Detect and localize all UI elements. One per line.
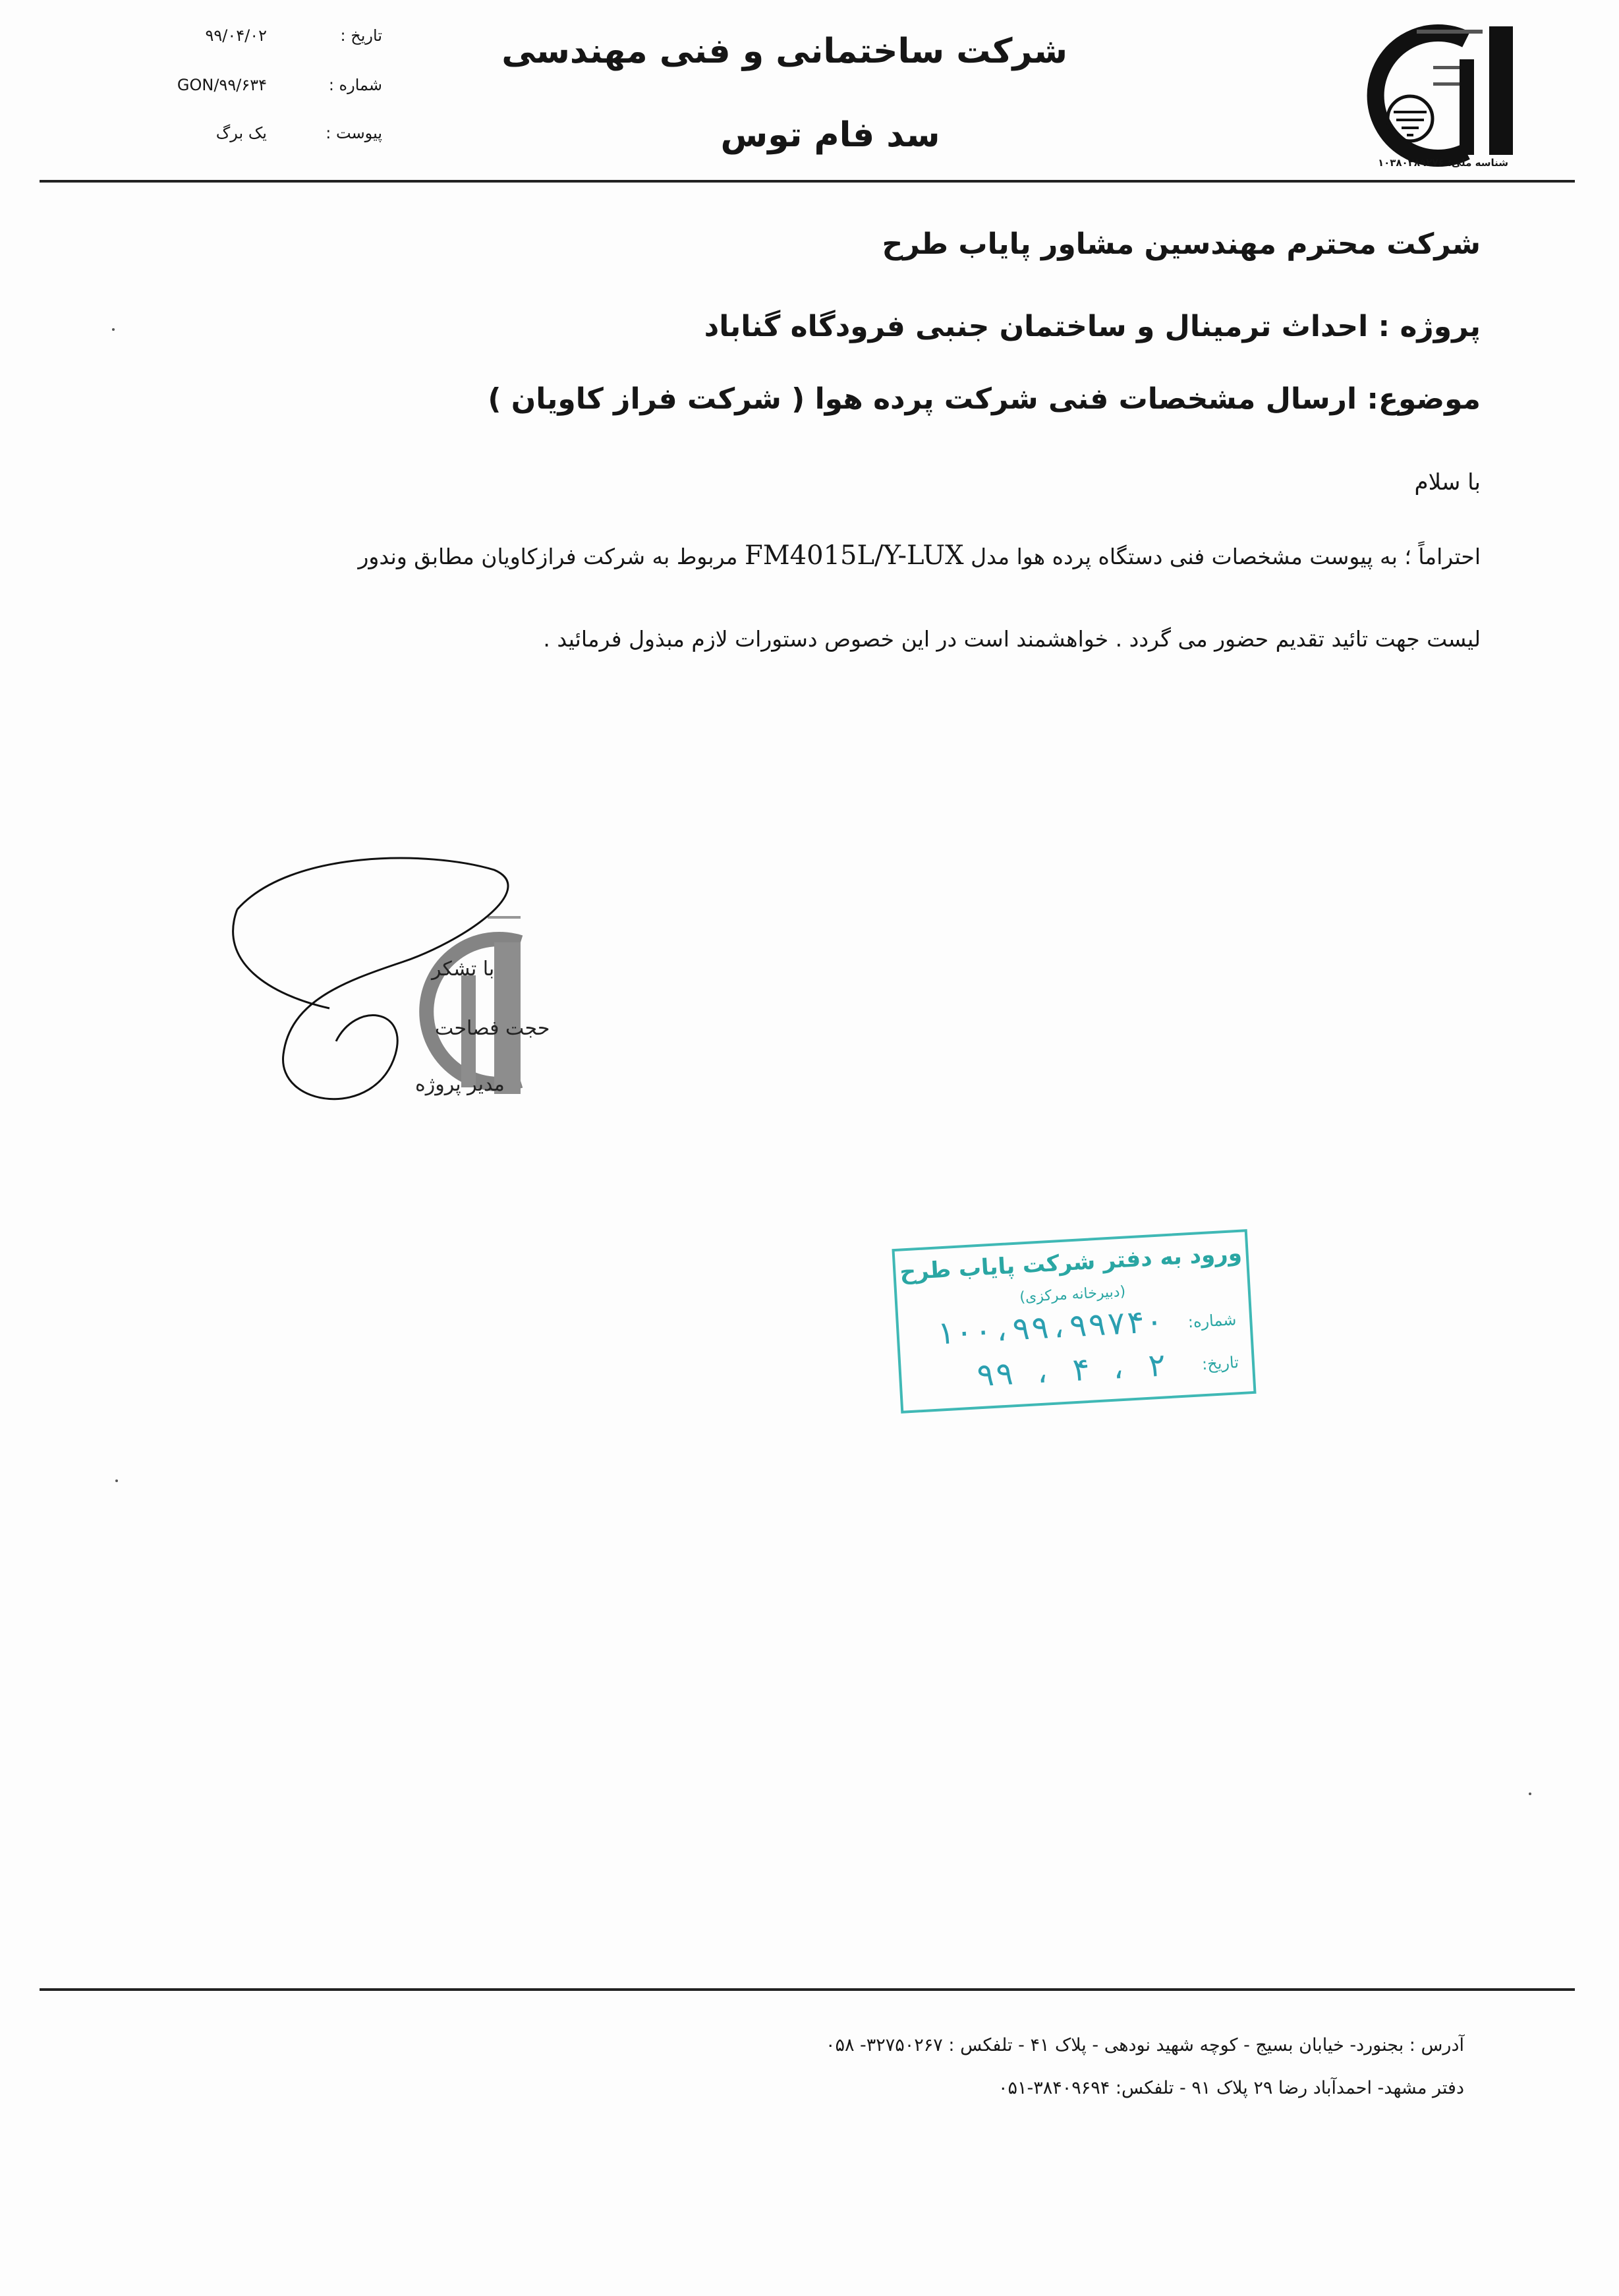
logo-mark-icon [1354,20,1532,171]
received-stamp [892,1229,1256,1414]
body-paragraph-1 [51,540,1481,571]
scan-speck [112,328,115,331]
letter-meta [119,26,382,165]
meta-date [119,26,382,59]
company-subtitle: سد فام توس [720,115,940,155]
scan-speck [115,1479,118,1482]
stamp-number-label: شماره: [1187,1310,1237,1332]
body-text-part: احتراماً ؛ به پیوست مشخصات فنی دستگاه پرده هوا مدل [963,544,1481,569]
header-divider [40,180,1575,183]
model-number: FM4015L/Y-LUX [744,540,964,571]
scan-speck [1529,1793,1531,1795]
meta-label: پیوست : [326,124,382,142]
meta-number [119,76,382,109]
body-paragraph-2: لیست جهت تائید تقدیم حضور می گردد . خواهشمند است در این خصوص دستورات لازم مبذول فرمائید . [543,626,1481,652]
body-text-part: مربوط به شرکت فرازکاویان مطابق وندور [358,544,745,569]
footer-divider [40,1988,1575,1991]
company-seal [426,916,521,1094]
subject-line: موضوع: ارسال مشخصات فنی شرکت پرده هوا ( شرکت فراز کاویان ) [488,382,1481,416]
footer-office: دفتر مشهد- احمدآباد رضا ۲۹ پلاک ۹۱ - تلفکس: ۳۸۴۰۹۶۹۴-۰۵۱ [998,2078,1464,2098]
stamp-title: ورود به دفتر شرکت پایاب طرح [899,1240,1243,1286]
meta-value: یک برگ [215,124,267,142]
meta-attachment [119,124,382,157]
meta-value: ۹۹/۰۴/۰۲ [205,26,267,45]
meta-value: GON/۹۹/۶۳۴ [177,76,267,94]
greeting: با سلام [1414,469,1481,496]
signature-and-seal [211,844,554,1160]
stamp-date-label: تاریخ: [1201,1353,1239,1374]
stamp-date-value: ۹۹ ، ۴ ، ۲ [975,1346,1168,1394]
company-logo [1354,20,1532,171]
footer-address: آدرس : بجنورد- خیابان بسیج - کوچه شهید نودهی - پلاک ۴۱ - تلفکس : ۳۲۷۵۰۲۶۷- ۰۵۸ [825,2035,1464,2055]
meta-label: تاریخ : [340,26,382,45]
signature-line: مدیر پروژه [415,1073,505,1096]
stamp-number-value: ۱۰۰،۹۹،۹۹۷۴۰ [934,1302,1165,1352]
signature-line: حجت فصاحت [435,1017,550,1040]
stamp-subtitle: (دبیرخانه مرکزی) [1019,1283,1126,1306]
signature-line: با تشکر [432,958,495,981]
project-line: پروژه : احداث ترمینال و ساختمان جنبی فرودگاه گناباد [704,310,1481,343]
company-title: شرکت ساختمانی و فنی مهندسی [501,32,1067,71]
logo-national-id: شناسه ملی: ۱۰۳۸۰۲۸۹۲۷۶ [1377,157,1509,169]
meta-label: شماره : [328,76,382,94]
recipient: شرکت محترم مهندسین مشاور پایاب طرح [882,227,1481,261]
